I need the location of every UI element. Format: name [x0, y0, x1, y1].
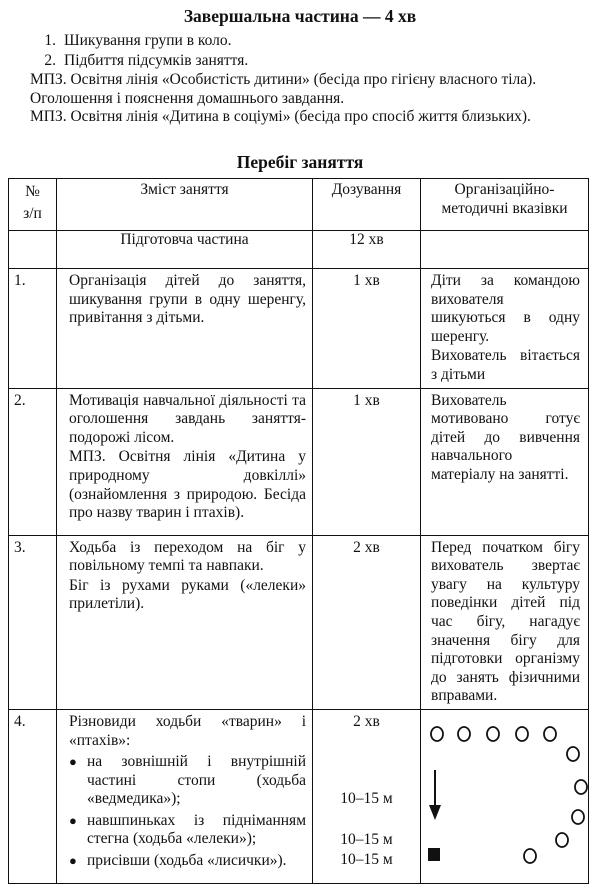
dose-value: 10–15 м	[340, 830, 393, 848]
final-part-notes	[30, 71, 596, 127]
child-marker-icon	[524, 849, 536, 863]
list-item: ● на зовнішній і внутрішній частині стопи (ходьба «ведмедика»);	[69, 753, 306, 808]
row-content: Мотивація навчальної діяльності та оголошення завдань заняття-подорожі лісом. МПЗ. Освітня лінія «Дитина у природному довкіллі» (ознайомлення з природою. Бесіда про назву тварин і птахів).	[57, 388, 313, 535]
child-marker-icon	[575, 780, 587, 794]
final-part-list	[34, 32, 594, 72]
formation-diagram-svg	[421, 710, 589, 882]
list-item-number: 1.	[44, 32, 56, 49]
table-row	[9, 269, 589, 389]
header-notes: Організаційно-методичні вказівки	[421, 179, 589, 231]
header-number: № з/п	[9, 179, 57, 231]
row-notes: Вихователь мотивовано готує дітей до вивчення навчального матеріалу на занятті.	[421, 388, 589, 535]
header-dose: Дозування	[313, 179, 421, 231]
child-marker-icon	[567, 747, 579, 761]
row-content: Різновиди ходьби «тварин» і «птахів»: ● на зовнішній і внутрішній частині стопи (ходьба «ведмедика»); ● навшпиньках із підніманням стегна (ходьба «лелеки»); ● присівши (ходьба «лисички»).	[57, 709, 313, 883]
header-content: Зміст заняття	[57, 179, 313, 231]
list-item: ● присівши (ходьба «лисички»).	[69, 852, 287, 870]
child-marker-icon	[458, 727, 470, 741]
course-title: Перебіг заняття	[236, 152, 364, 172]
row-number: 2.	[9, 388, 57, 535]
row-number: 4.	[9, 709, 57, 883]
note-line: МПЗ. Освітня лінія «Дитина в соціумі» (бесіда про спосіб життя близьких).	[30, 108, 531, 126]
section-label: Підготовча частина	[57, 231, 313, 269]
note-line: МПЗ. Освітня лінія «Особистість дитини» (бесіда про гігієну власного тіла).	[30, 71, 537, 88]
child-marker-icon	[572, 810, 584, 824]
bullet-icon: ●	[69, 754, 77, 770]
row-dose	[313, 709, 421, 883]
final-part-title: Завершальна частина — 4 хв	[183, 6, 417, 26]
row-number: 3.	[9, 535, 57, 709]
table-row	[9, 535, 589, 709]
row-number: 1.	[9, 269, 57, 389]
list-item	[34, 52, 594, 72]
child-marker-icon	[487, 727, 499, 741]
list-item-text: Підбиття підсумків заняття.	[64, 52, 249, 69]
lesson-plan-table	[8, 178, 589, 884]
section-dose: 12 хв	[313, 231, 421, 269]
row-dose: 2 хв	[313, 535, 421, 709]
arrow-head-icon	[429, 805, 441, 820]
child-marker-icon	[516, 727, 528, 741]
dose-value: 10–15 м	[340, 850, 393, 868]
table-header-row	[9, 179, 589, 231]
dose-value: 2 хв	[353, 712, 380, 730]
table-row	[9, 388, 589, 535]
section-row	[9, 231, 589, 269]
row-dose: 1 хв	[313, 388, 421, 535]
row-dose: 1 хв	[313, 269, 421, 389]
dose-value: 10–15 м	[340, 789, 393, 807]
list-item-text: Шикування групи в коло.	[64, 32, 232, 49]
teacher-marker-icon	[428, 848, 440, 861]
row-content: Організація дітей до заняття, шикування групи в одну шеренгу, привітання з дітьми.	[57, 269, 313, 389]
formation-diagram	[421, 709, 589, 883]
bullet-icon: ●	[69, 812, 77, 828]
row-notes: Перед початком бігу вихователь звертає увагу на культуру поведінки дітей під час бігу, нагадує значення бігу для підготовки організму до занять фізичними вправами.	[421, 535, 589, 709]
child-marker-icon	[544, 727, 556, 741]
table-row	[9, 709, 589, 883]
row-notes: Діти за командою вихователя шикуються в одну шеренгу. Вихователь вітається з дітьми	[421, 269, 589, 389]
row-content: Ходьба із переходом на біг у повільному темпі та навпаки. Біг із рухами руками («лелеки» прилетіли).	[57, 535, 313, 709]
child-marker-icon	[556, 833, 568, 847]
note-line: Оголошення і пояснення домашнього завдання.	[30, 89, 345, 107]
list-item: ● навшпиньках із підніманням стегна (ходьба «лелеки»);	[69, 811, 306, 848]
bullet-icon: ●	[69, 853, 77, 869]
list-item	[34, 32, 594, 52]
list-item-number: 2.	[44, 52, 56, 69]
child-marker-icon	[431, 727, 443, 741]
